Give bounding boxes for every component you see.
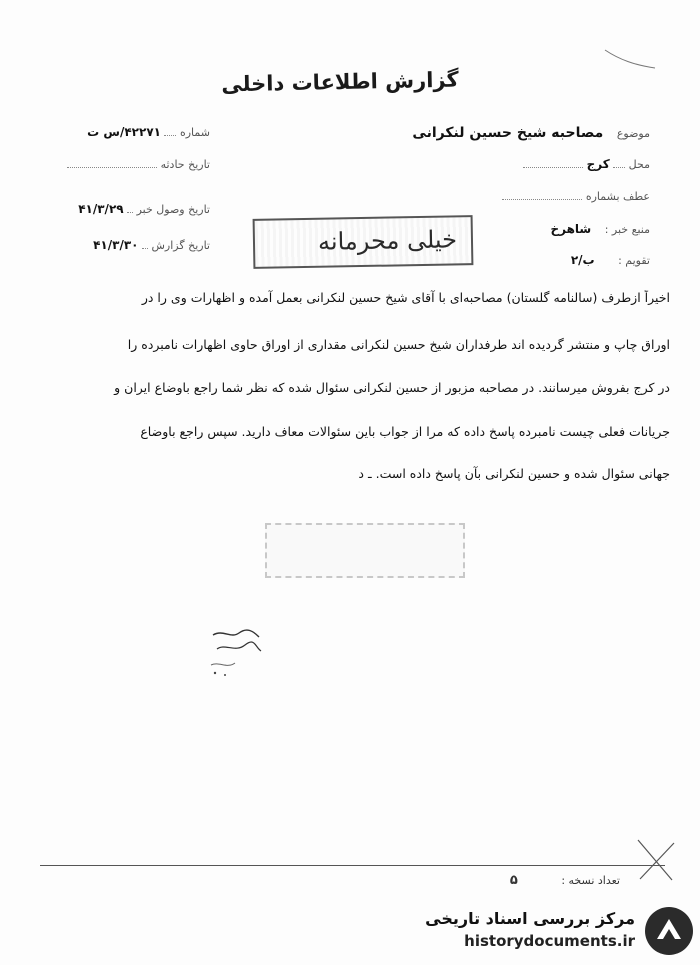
calendar-field [571,253,650,267]
number-field [87,125,210,139]
classification-stamp [253,215,474,269]
source-label: منبع خبر : [604,223,650,236]
incident-date-field [67,158,210,171]
report-date-label: تاریخ گزارش [151,239,210,252]
corner-mark [600,40,660,70]
cross-mark [630,835,680,885]
calendar-label: تقویم : [618,254,650,267]
archive-logo-icon [643,905,695,957]
place-field [523,157,650,171]
number-value: ۴۲۲۷۱/س ت [87,125,161,139]
signature [205,625,265,680]
calendar-value: ب/۲ [570,253,595,267]
subject-label: موضوع [616,127,650,140]
faded-stamp [265,523,465,578]
place-label: محل [628,158,650,171]
archive-watermark [410,905,695,960]
source-value: شاهرخ [550,222,592,236]
number-label: شماره [179,126,210,139]
received-date-label: تاریخ وصول خبر [136,203,210,216]
footer-divider [40,865,665,866]
place-value: کرج [586,157,610,171]
copies-label: تعداد نسخه : [561,874,620,887]
classification-stamp-text: خیلی محرمانه [317,225,458,256]
body-line-4: جریانات فعلی چیست نامبرده پاسخ داده که مرا از جواب باین سئوالات معاف دارید. سپس راجع باوضاع [140,424,670,439]
document-title: گزارش اطلاعات داخلی [221,67,459,97]
copies-value: ۵ [509,873,518,888]
reference-label: عطف بشماره [585,190,650,203]
received-date-value: ۴۱/۳/۲۹ [78,202,124,216]
body-line-3: در کرج بفروش میرسانند. در مصاحبه مزبور از حسین لنکرانی سئوال شده که نظر شما راجع باوضاع ایران و [114,380,670,395]
subject-value: مصاحبه شیخ حسین لنکرانی [412,125,604,141]
source-field [550,222,650,236]
copies-field [510,873,620,888]
watermark-url: historydocuments.ir [464,932,635,950]
received-date-field [78,202,210,216]
report-date-value: ۴۱/۳/۳۰ [93,238,139,252]
watermark-name: مرکز بررسی اسناد تاریخی [425,909,635,928]
incident-date-label: تاریخ حادثه [160,158,210,171]
reference-field [502,190,650,203]
body-line-1: اخیراً ازطرف (سالنامه گلستان) مصاحبه‌ای با آقای شیخ حسین لنکرانی بعمل آمده و اظهارات وی را در [141,290,670,305]
report-date-field [93,238,210,252]
body-line-5: جهانی سئوال شده و حسین لنکرانی بآن پاسخ داده است. ـ د [358,466,670,481]
subject-field [412,125,650,141]
body-line-2: اوراق چاپ و منتشر گردیده اند طرفداران شیخ حسین لنکرانی مقداری از اوراق حاوی اظهارات نامبرده را [127,337,670,352]
